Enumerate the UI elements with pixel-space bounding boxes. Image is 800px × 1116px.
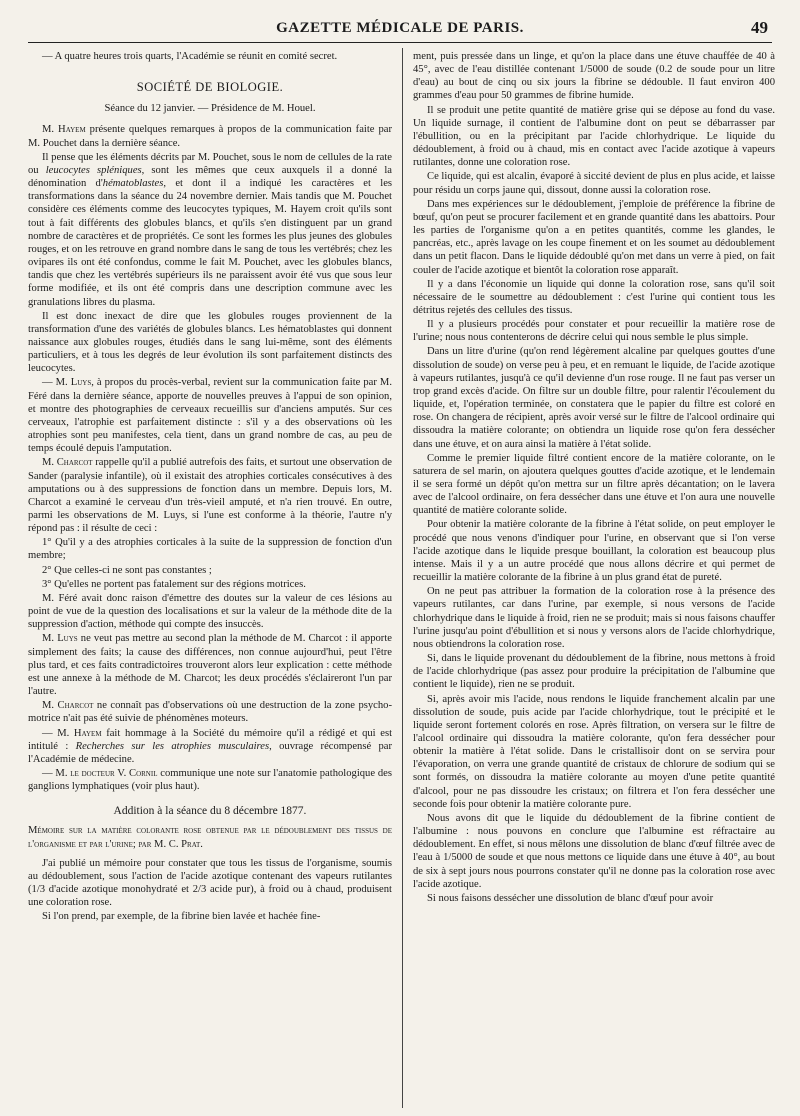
paragraph: Il y a dans l'économie un liquide qui donne la coloration rose, sans qu'il soit nécessaire de le soumettre au dédoublement : c'est l'urine qui contient tous les détritus rejetés des cellules des tissus. <box>413 278 775 316</box>
left-column <box>28 50 392 1110</box>
paragraph: Si l'on prend, par exemple, de la fibrine bien lavée et hachée fine- <box>42 911 321 923</box>
paragraph: M. Hayem présente quelques remarques à propos de la communication faite par M. Pouchet dans la dernière séance. <box>28 124 392 149</box>
italic-title: Recherches sur les atrophies musculaires <box>75 740 270 752</box>
section-title: SOCIÉTÉ DE BIOLOGIE. <box>136 80 284 95</box>
list-item: 3° Qu'elles ne portent pas fatalement sur des régions motrices. <box>42 578 306 590</box>
paragraph: Si, après avoir mis l'acide, nous rendons le liquide franchement alcalin par une dissolution de soude, puis acide par l'acide chlorhydrique, tout le précipité et le liquide seront fortement colorés en rose. Après filtration, on versera sur le filtre de l'alcool ordinaire qui dissoudra la matière colorante, qu'on fera dessécher pour obtenir la matière à l'état solide. Dans le cristallisoir dont on se servira pour l'évaporation, on verra une grande quantité de cristaux de chlorure de sodium qui se sont formés, on dissoudra la matière colorante au moyen d'une petite quantité d'alcool, pour ne pas dissoudre les cristaux; on filtrera et l'on fera dessécher une seconde fois pour obtenir la matière colorante pure. <box>413 693 775 810</box>
journal-title: GAZETTE MÉDICALE DE PARIS. <box>276 20 524 36</box>
list-item: 1° Qu'il y a des atrophies corticales à la suite de la suppression de fonction d'un membre; <box>28 537 392 562</box>
paragraph: Pour obtenir la matière colorante de la fibrine à l'état solide, on peut employer le procédé que nous venons d'indiquer pour l'urine, en observant que si l'on verse l'acide azotique dans le liquide presque bouillant, la coloration est beaucoup plus intense. Mais il y a un autre procédé que nous allons décrire et qui permet de recueillir la matière colorante de la fibrine à un plus grand état de pureté. <box>413 519 775 584</box>
paragraph: Dans mes expériences sur le dédoublement, j'emploie de préférence la fibrine de bœuf, qu'on peut se procurer facilement et en grande quantité dans les abattoirs. Pour les parties de l'organisme qu'on a en petites quantités, comme les glandes, le pancréas, etc., après lavage on les coupe finement et on les soumet au dédoublement dans un petit flacon. Dans le liquide dédoublé qu'on met dans un verre à pied, on fait couler de l'acide azotique et bientôt la coloration rose apparaît. <box>413 198 775 276</box>
paragraph: Dans un litre d'urine (qu'on rend légèrement alcaline par quelques gouttes d'une dissolution de soude) on verse peu à peu, et en remuant le liquide, de l'acide azotique à vapeurs rutilantes, jusqu'à ce qu'il devienne d'un rose rouge. Il ne faut pas verser un trop grand excès d'acide. On filtre sur un double filtre, pour ralentir l'écoulement du liquide, et, l'opération terminée, on constatera que le papier du filtre est coloré en rose. On changera de récipient, après avoir versé sur le filtre de l'alcool ordinaire qui dissoudra la matière colorante; on obtiendra un liquide rose qu'on fera dessécher dans une étuve, et on aura ainsi la matière à l'état solide. <box>413 346 775 450</box>
paragraph: Si nous faisons dessécher une dissolution de blanc d'œuf pour avoir <box>427 892 714 904</box>
paragraph: M. Charcot rappelle qu'il a publié autrefois des faits, et surtout une observation de Sander (paralysie infantile), où il existait des atrophies corticales consécutives à des amputations ou à des suppressions de fonction dans un membre. Depuis lors, M. Charcot a examiné le cerveau d'un très-vieil amputé, et n'a rien trouvé. En outre, parmi les observations de M. Luys, si l'une est conforme à la théorie, l'autre n'y répond pas : il résulte de ceci : <box>28 457 392 535</box>
paragraph: M. Charcot ne connaît pas d'observations où une destruction de la zone psycho-motrice n'ait pas été suivie de phénomènes moteurs. <box>28 700 392 725</box>
column-divider <box>402 48 403 1108</box>
paragraph: — M. Hayem fait hommage à la Société du mémoire qu'il a rédigé et qui est intitulé : Recherches sur les atrophies musculaires, ouvrage récompensé par l'Académie de médecine. <box>28 727 392 765</box>
paragraph: Il est donc inexact de dire que les globules rouges proviennent de la transformation d'une des variétés de globules blancs. Les hématoblastes qui donnent naissance aux globules rouges, étudiés dans le sang lui-même, sont des éléments particuliers, et à tous les degrés de leur évolution ils sont parfaitement distincts des leucocytes. <box>28 310 392 375</box>
paragraph: Ce liquide, qui est alcalin, évaporé à siccité devient de plus en plus acide, et laisse pour résidu un corps jaune qui, dissout, donne aussi la coloration rose. <box>413 171 775 196</box>
paragraph: ment, puis pressée dans un linge, et qu'on la place dans une étuve chauffée de 40 à 45°, avec de l'eau distillée contenant 1/5000 de soude (0.2 de soude pour un litre d'eau) au bout de cinq ou six jours la fibrine se dédouble. Il faut environ 400 grammes d'eau pour 50 grammes de fibrine humide. <box>413 51 775 102</box>
speaker-name: — M. Hayem <box>42 727 102 739</box>
session-info: Séance du 12 janvier. — Présidence de M. Houel. <box>104 103 316 115</box>
italic-term: leucocytes spléniques <box>45 164 142 176</box>
intro-paragraph: — A quatre heures trois quarts, l'Académie se réunit en comité secret. <box>42 51 338 62</box>
speaker-name: M. Charcot <box>42 700 94 712</box>
paragraph: J'ai publié un mémoire pour constater que tous les tissus de l'organisme, soumis au dédoublement, sous l'action de l'acide azotique contenant des vapeurs rutilantes (1/3 d'acide azotique monohydraté et 2/3 acide pur), à froid ou à chaud, produisent une coloration rose. <box>28 857 392 909</box>
speaker-name: M. Hayem <box>42 124 86 136</box>
speaker-name: — M. le docteur V. Cornil <box>42 767 158 779</box>
paragraph: Il y a plusieurs procédés pour constater et pour recueillir la matière rose de l'urine; nous nous contenterons de décrire celui qui nous semble le plus simple. <box>413 319 775 344</box>
paragraph: Il pense que les éléments décrits par M. Pouchet, sous le nom de cellules de la rate ou leucocytes spléniques, sont les mêmes que ceux auxquels il a donné la dénomination d'hématoblastes, et dont il a indiqué les caractères et les transformations dans la séance du 24 novembre dernier. Mais tandis que M. Pouchet considère ces éléments comme des leucocytes typiques, M. Hayem croit qu'ils sont tout à fait différents des globules blancs, et qu'ils s'en distinguent par un grand nombre de caractères et de propriétés. Ce sont les formes les plus jeunes des globules rouges, et on les retrouve en grand nombre dans le sang de tous les vertébrés; chez les ovipares ils ont été confondus, comme le fait M. Pouchet, avec les globules blancs, tandis que chez les vertébrés supérieurs ils ne paraissent avoir été vus que sous leur forme modifiée, et ils ont été compris dans une description commune avec les granulations libres du plasma. <box>28 151 392 308</box>
list-item: 2° Que celles-ci ne sont pas constantes ; <box>42 564 212 576</box>
addition-heading: Addition à la séance du 8 décembre 1877. <box>113 805 307 818</box>
right-column <box>413 50 775 1110</box>
paragraph: Comme le premier liquide filtré contient encore de la matière colorante, on le saturera de sel marin, on ajoutera quelques gouttes d'acide azotique, et le lendemain il se sera formé un dépôt qu'on mettra sur un filtre après décantation; on le lavera avec de l'alcool ordinaire, on fera dessécher dans une étuve et l'on aura une nouvelle quantité de matière colorante solide. <box>413 452 775 517</box>
paragraph: M. Féré avait donc raison d'émettre des doutes sur la valeur de ces lésions au point de vue de la question des localisations et sur la valeur de la méthode dite de la suppression d'action, méthode qui compte des insuccès. <box>28 592 392 631</box>
paragraph: Il se produit une petite quantité de matière grise qui se dépose au fond du vase. Un liquide surnage, il contient de l'albumine dont on peut se débarrasser par l'ébullition, ou en la précipitant par l'acide chlorhydrique. Le liquide du dédoublement, à froid ou à chaud, mis en contact avec l'acide azotique à vapeurs rutilantes, donne une coloration rose. <box>413 104 775 169</box>
italic-term: hématoblastes <box>102 178 164 190</box>
page-header <box>28 14 772 43</box>
speaker-name: M. Charcot <box>42 457 93 469</box>
memoir-title: Mémoire sur la matière colorante rose obtenue par le dédoublement des tissus de l'organisme et par l'urine; par M. C. Prat. <box>28 825 392 850</box>
paragraph: — M. Luys, à propos du procès-verbal, revient sur la communication faite par M. Féré dans la dernière séance, apporte de nouvelles preuves à l'appui de son opinion, et montre des photographies de cerveaux recueillis sur d'anciens amputés. Sur ces cerveaux, l'atrophie est parfaitement distincte : s'il y a des observations où les atrophies sont peu manifestes, cela tient, dans un grand nombre de cas, au peu de temps écoulé depuis l'amputation. <box>28 377 392 455</box>
paragraph: On ne peut pas attribuer la formation de la coloration rose à la présence des vapeurs rutilantes, car dans l'urine, par exemple, si nous versons de l'acide chlorhydrique dans le liquide à froid, rien ne se produit; mais si nous faisons chauffer l'urine jusqu'au point d'ébullition et si nous y versons alors de l'acide chlorhydrique, nous obtiendrons la coloration rose. <box>413 586 775 650</box>
paragraph: — M. le docteur V. Cornil communique une note sur l'anatomie pathologique des ganglions lymphatiques (voir plus haut). <box>28 767 392 793</box>
paragraph: M. Luys ne veut pas mettre au second plan la méthode de M. Charcot : il apporte simplement des faits; la cause des différences, non connue aujourd'hui, peut l'être plus tard, et ces faits contradictoires trouveront alors leur explication : cette méthode est une annexe à la méthode de M. Charcot; les deux procédés s'éclaireront l'un par l'autre. <box>28 633 392 698</box>
speaker-name: — M. Luys <box>42 377 92 389</box>
speaker-name: M. Luys <box>42 633 78 645</box>
paragraph: Nous avons dit que le liquide du dédoublement de la fibrine contient de l'albumine : nous pouvons en conclure que l'albumine est réfractaire au dédoublement. En effet, si nous mêlons une dissolution de blanc d'œuf filtrée avec de l'eau à 1/5000 de soude et que nous mettons ce liquide dans une étuve à 40°, au bout de six à sept jours nous pourrons constater qu'il ne donne pas la coloration rose avec l'acide azotique. <box>413 812 775 890</box>
paragraph: Si, dans le liquide provenant du dédoublement de la fibrine, nous mettons à froid de l'acide chlorhydrique (pas assez pour produire la précipitation de l'albumine que contient le liquide), rien ne se produit. <box>413 653 775 691</box>
page-number: 49 <box>751 18 768 37</box>
